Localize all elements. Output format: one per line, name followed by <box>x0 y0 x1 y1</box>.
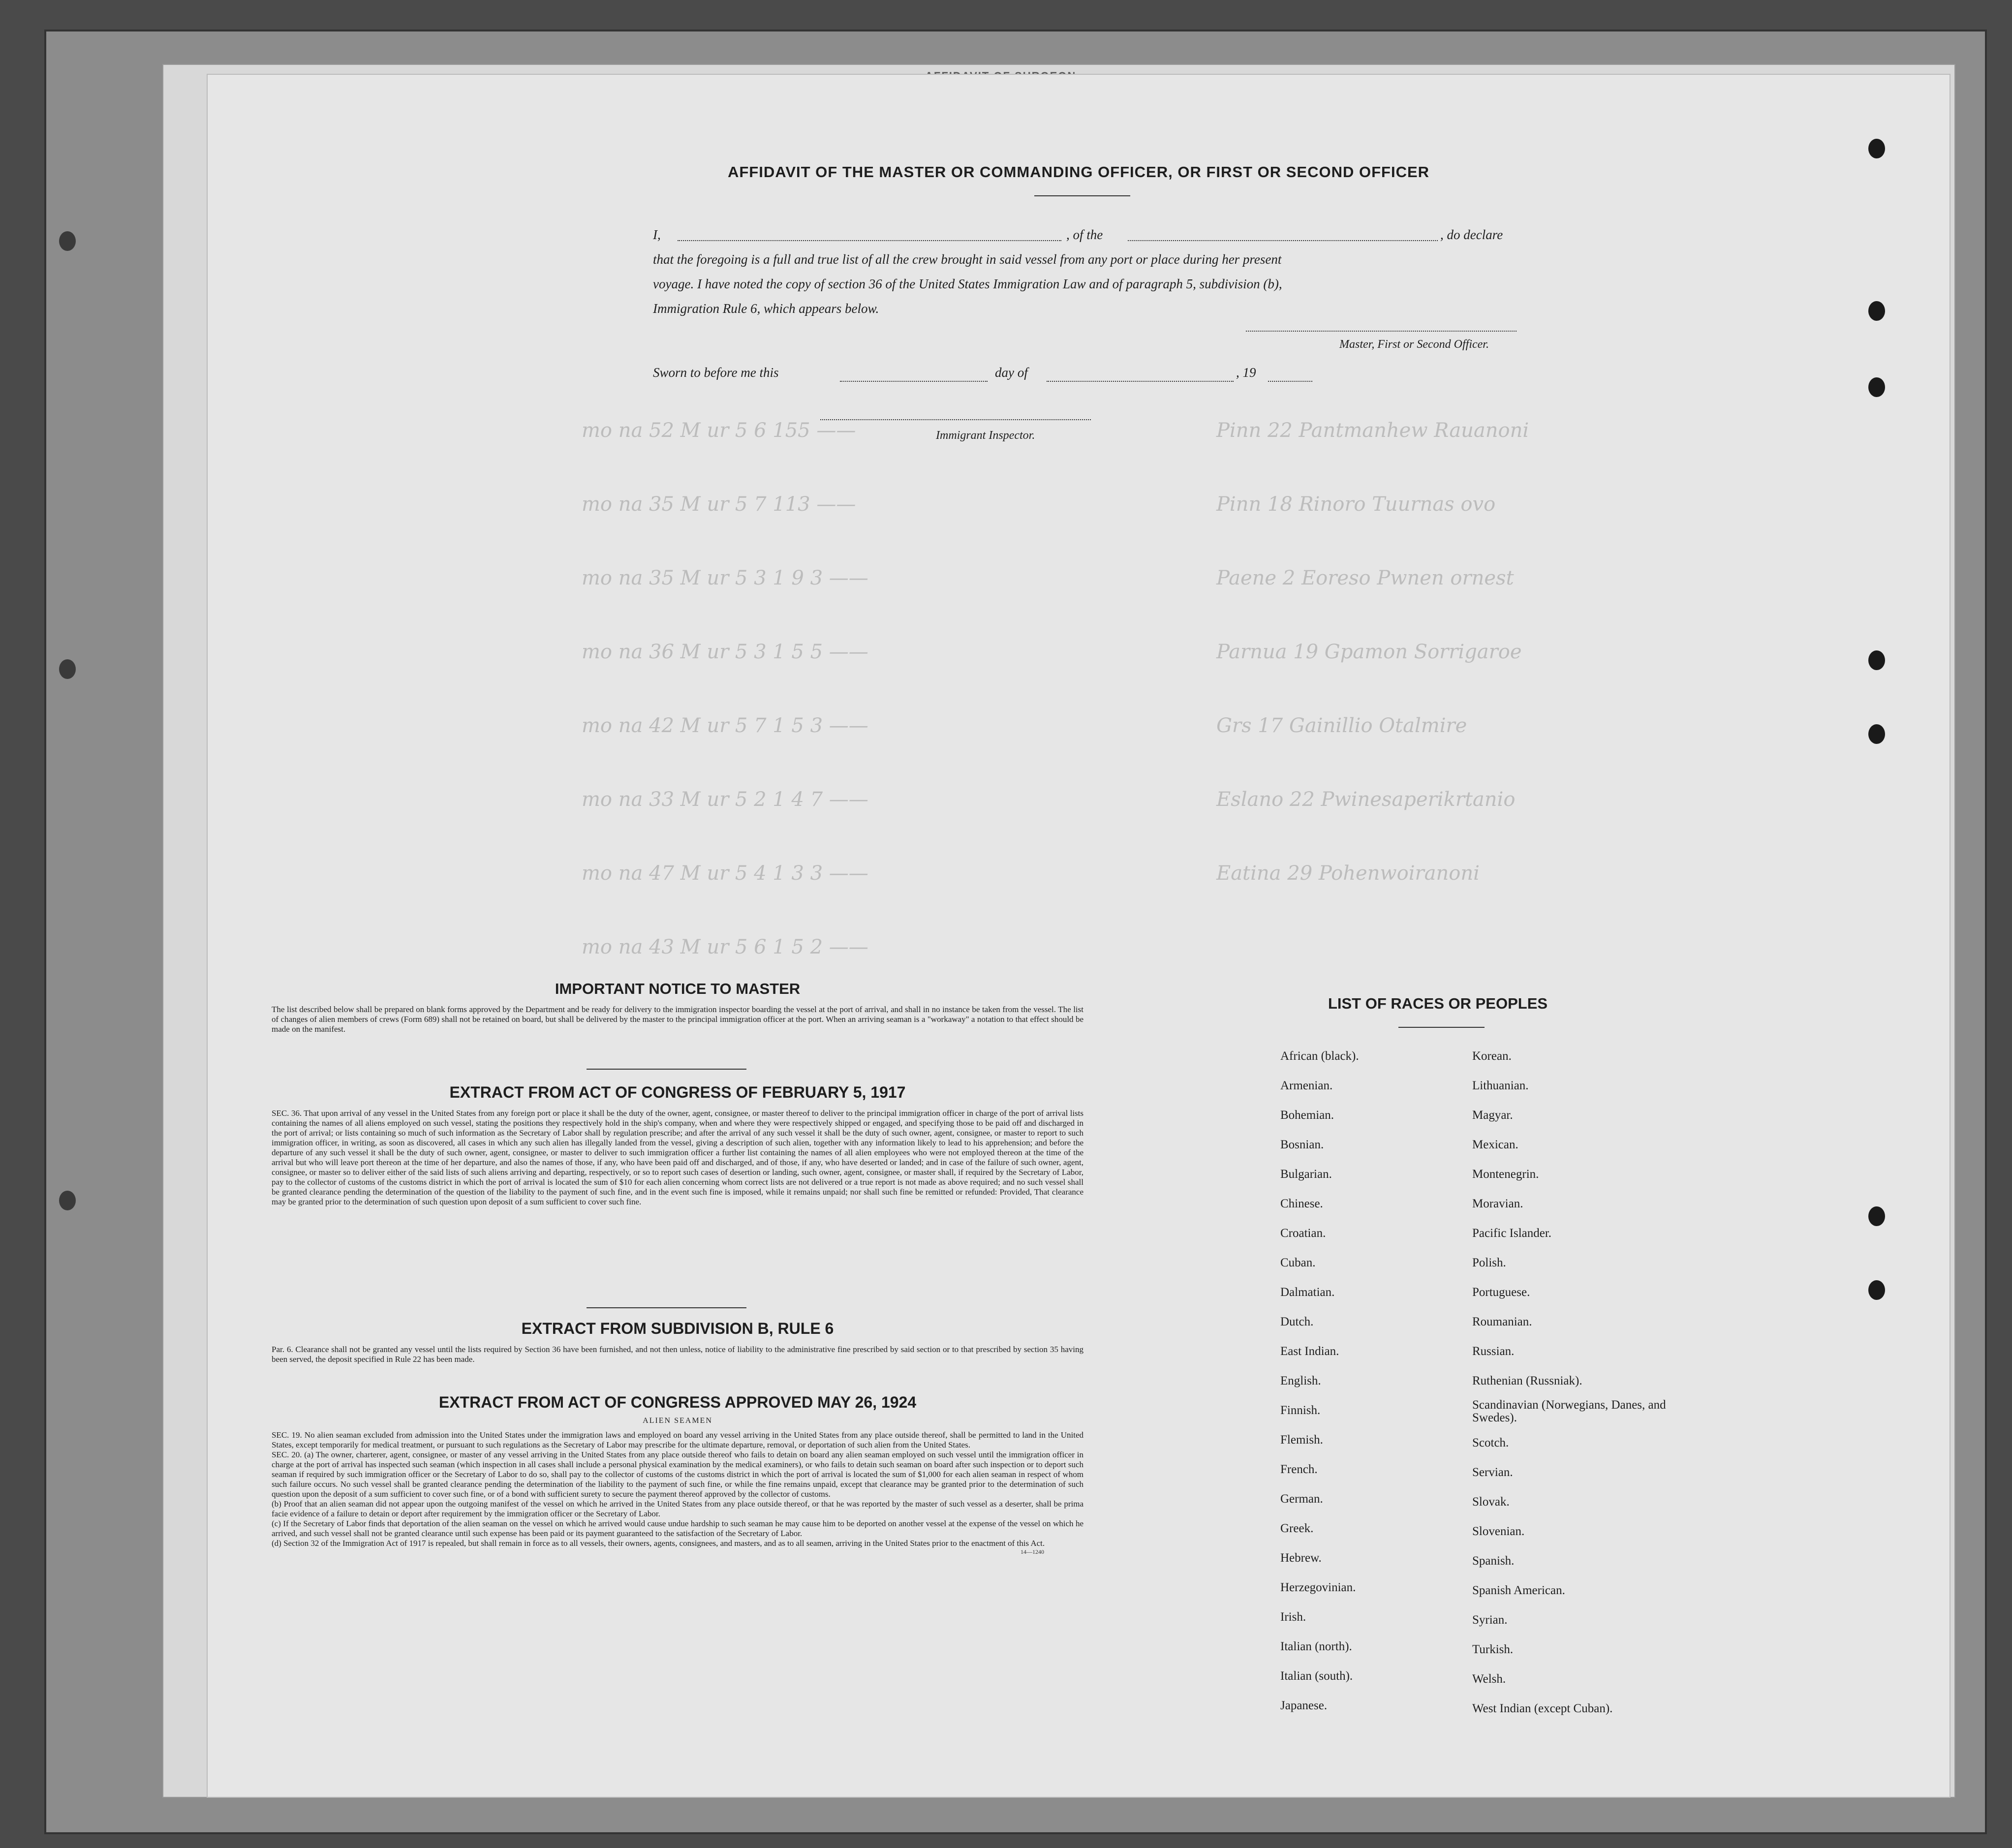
race-item: English. <box>1280 1374 1321 1387</box>
race-item: German. <box>1280 1492 1323 1506</box>
race-item: Magyar. <box>1472 1109 1513 1122</box>
race-item: Syrian. <box>1472 1613 1508 1627</box>
race-item: Dutch. <box>1280 1315 1314 1328</box>
inspector-signature-field[interactable] <box>820 419 1091 420</box>
race-item: Herzegovinian. <box>1280 1581 1356 1594</box>
vessel-name-field[interactable] <box>1128 222 1438 241</box>
races-left-column <box>1280 1042 1477 1721</box>
extract-1924-sec20b: (b) Proof that an alien seaman did not appear upon the outgoing manifest of the vessel on which he arrived in the United States from any place outside thereof, or that he was reported by the master of such vessel as a deserter, shall be prima facie evidence of a failure to detain or deport after requirement by the immigration officer or the Secretary of Labor. <box>272 1499 1083 1518</box>
race-item: Flemish. <box>1280 1433 1323 1447</box>
punch-hole <box>1868 724 1885 744</box>
race-item: Lithuanian. <box>1472 1079 1529 1092</box>
binder-hole <box>59 659 76 679</box>
of-the-label: , of the <box>1066 227 1103 242</box>
extract-1924 <box>272 1393 1083 1556</box>
sworn-year-field[interactable] <box>1268 365 1312 382</box>
title-rule <box>1034 195 1130 196</box>
i-label: I, <box>653 227 661 242</box>
binder-hole <box>59 1191 76 1210</box>
race-item: Finnish. <box>1280 1404 1321 1417</box>
race-item: East Indian. <box>1280 1345 1339 1358</box>
race-item: Hebrew. <box>1280 1551 1322 1565</box>
affidavit-title: AFFIDAVIT OF THE MASTER OR COMMANDING OFFICER, OR FIRST OR SECOND OFFICER <box>727 163 1430 181</box>
sworn-label: Sworn to before me this <box>653 365 779 380</box>
declaration-block <box>653 222 1657 321</box>
master-signature-label: Master, First or Second Officer. <box>1339 338 1489 351</box>
declaration-line-3: voyage. I have noted the copy of section 36 of the United States Immigration Law and of paragraph 5, subdivision (b), <box>653 277 1282 291</box>
master-signature-field[interactable] <box>1246 331 1517 332</box>
extract-1924-sec20a: SEC. 20. (a) The owner, charterer, agent, consignee, or master of any vessel arriving in the United States from any place outside thereof who fails to detain on board any alien seaman employed on such vessel until the immigration officer in charge at the port of arrival has inspected such seaman (which inspection in all cases shall include a personal physical examination by the medical examiners), or who fails to detain such seaman on board after such inspection or to deport such seaman if required by such immigration officer or the Secretary of Labor to do so, shall pay to the collector of customs of the customs district in which the port of arrival is located the sum of $1,000 for each alien seaman in respect of whom such failure occurs. No such vessel shall be granted clearance pending the determination of the liability to the payment of such fine, or while the fine remains unpaid, except that clearance may be granted prior to the determination of such question upon the deposit of a sum sufficient to cover such fine, or of a bond with sufficient surety to secure the payment thereof approved by the collector of customs. <box>272 1450 1083 1499</box>
section-rule <box>587 1307 746 1308</box>
race-item: West Indian (except Cuban). <box>1472 1702 1613 1715</box>
extract-rule6-title: EXTRACT FROM SUBDIVISION B, RULE 6 <box>521 1320 834 1337</box>
punch-hole <box>1868 301 1885 321</box>
race-item: African (black). <box>1280 1049 1359 1063</box>
extract-1924-title: EXTRACT FROM ACT OF CONGRESS APPROVED MAY 26, 1924 <box>438 1393 917 1411</box>
race-item: Irish. <box>1280 1610 1306 1624</box>
extract-1924-subtitle: ALIEN SEAMEN <box>643 1417 712 1425</box>
races-right-column <box>1472 1042 1699 1724</box>
race-item: Japanese. <box>1280 1699 1328 1712</box>
race-item: Welsh. <box>1472 1672 1506 1686</box>
race-item: Polish. <box>1472 1256 1506 1269</box>
races-rule <box>1398 1027 1485 1028</box>
important-notice <box>272 980 1083 1034</box>
punch-hole <box>1868 650 1885 670</box>
extract-1924-sec19: SEC. 19. No alien seaman excluded from admission into the United States under the immigration laws and employed on board any vessel arriving in the United States from any place outside thereof, shall be permitted to land in the United States, except temporarily for medical treatment, or pursuant to such regulations as the Secretary of Labor may prescribe for the ultimate departure, removal, or deportation of such alien from the United States. <box>272 1430 1083 1449</box>
race-item: Croatian. <box>1280 1227 1326 1240</box>
race-item: Chinese. <box>1280 1197 1323 1210</box>
extract-1917-text: SEC. 36. That upon arrival of any vessel in the United States from any foreign port or place it shall be the duty of the owner, agent, consignee, or master thereof to deliver to the principal immigration officer in charge of the port of arrival lists containing the names of all aliens employed on such vessel, stating the positions they respectively hold in the ship's company, when and where they were respectively shipped or engaged, and specifying those to be paid off and discharged in the port of arrival; or lists containing so much of such information as the Secretary of Labor shall by regulation prescribe; and after the arrival of any such vessel it shall be the duty of such owner, agent, consignee, or master to report to such immigration officer, in writing, as soon as discovered, all cases in which any such alien has illegally landed from the vessel, giving a description of such alien, together with any information likely to lead to his apprehension; and before the departure of any such vessel it shall be the duty of such owner, agent, consignee, or master to deliver to such immigration officer a further list containing the names of all alien employees who were not employed thereon at the time of the arrival but who will leave port thereon at the time of her departure, and also the names of those, if any, who have been paid off and discharged, and of those, if any, who have deserted or landed; and in case of the failure of such owner, agent, consignee, or master so to deliver either of the said lists of such aliens arriving and departing, respectively, or so to report such cases of desertion or landing, such owner, agent, consignee, or master shall, if required by the Secretary of Labor, pay to the collector of customs of the customs district in which the port of arrival is located the sum of $10 for each alien concerning whom correct lists are not delivered or a true report is not made as above required; and no such vessel shall be granted clearance pending the determination of the question of the liability to the payment of such fine, and in the event such fine is imposed, while it remains unpaid; nor shall such fine be remitted or refunded: Provided, That clearance may be granted prior to the determination of such question upon deposit of a sum sufficient to cover such fine. <box>272 1109 1083 1206</box>
declaration-line-4: Immigration Rule 6, which appears below. <box>653 301 879 316</box>
race-item: Roumanian. <box>1472 1315 1532 1328</box>
form-number: 14—1240 <box>1021 1548 1044 1555</box>
extract-1917-title: EXTRACT FROM ACT OF CONGRESS OF FEBRUARY 5, 1917 <box>449 1083 906 1101</box>
manifest-page: mo na 52 M ur 5 6 155 —— mo na 35 M ur 5 7 113 —— mo na 35 M ur 5 3 1 9 3 —— mo na 36 M ur 5 3 1 5 5 —— mo na 42 M ur 5 7 1 5 3 —— mo na 33 M ur 5 2 1 4 7 —— mo na 47 M ur 5 4 1 3 3 —— mo na 43 M ur 5 6 1 5 2 —— Pinn 22 Pantmanhew Rauanoni Pinn 18 Rinoro Tuurnas ovo Paene 2 Eoreso Pwnen ornest Parnua 19 Gpamon Sorrigaroe Grs 17 Gainillio Otalmire Eslano 22 Pwinesaperikrtanio Eatina 29 Pohenwoiranoni AFFIDAVIT OF THE MASTER OR COMMANDING OFFICER, OR FIRST OR SECOND OFFICER I, , of the , do declare that the foregoing is a full and true list of all the crew brought in said vessel from any port or place during her present voyage. I have noted the copy of section 36 of the United States Immigration Law and of paragraph 5, subdivision (b), Immigration Rule 6, which appears below. Master, First or Second Officer. Sworn to before me this day of , 19 Immigrant Inspector. IMPORTANT NOTICE TO MASTER The list described below shall be prepared on blank forms approved by the Department and be ready for delivery to the immigration inspector boarding the vessel at the port of arrival, and shall in no instance be taken from the vessel. The list of changes of alien members of crews (Form 689) shall not be retained on board, but shall be delivered by the master to the principal immigration officer at the port. When an arriving seaman is a "workaway" a notation to that effect should be made on the manifest. EXTRACT FROM ACT OF CONGRESS OF FEBRUARY 5, 1917 SEC. 36. That upon arrival of any vessel in the United States from any foreign port or place it shall be the duty of the owner, agent, consignee, or master thereof to deliver to the principal immigration officer in charge of the port of arrival lists containing the names of all aliens employed on such vessel, stating the positions they respectively hold in the ship's company, when and where they were respectively shipped or engaged, and specifying those to be paid off and discharged in the port of arrival; or lists containing so much of such information as the Secretary of Labor shall by regulation prescribe; and after the arrival of any such vessel it shall be the duty of such owner, agent, consignee, or master to report to such immigration officer, in writing, as soon as discovered, all cases in which any such alien has illegally landed from the vessel, giving a description of such alien, together with any information likely to lead to his apprehension; and before the departure of any such vessel it shall be the duty of such owner, agent, consignee, or master to deliver to such immigration officer a further list containing the names of all alien employees who were not employed thereon at the time of the arrival but who will leave port thereon at the time of her departure, and also the names of those, if any, who have been paid off and discharged, and of those, if any, who have deserted or landed; and in case of the failure of such owner, agent, consignee, or master so to deliver either of the said lists of such aliens arriving and departing, respectively, or so to report such cases of desertion or landing, such owner, agent, consignee, or master shall, if required by the Secretary of Labor, pay to the collector of customs of the customs district in which the port of arrival is located the sum of $10 for each alien concerning whom correct lists are not delivered or a true report is not made as above required; and no such vessel shall be granted clearance pending the determination of the question of the liability to the payment of such fine, and in the event such fine is imposed, while it remains unpaid; nor shall such fine be remitted or refunded: Provided, That clearance may be granted prior to the determination of such question upon deposit of a sum sufficient to cover such fine. EXTRACT FROM SUBDIVISION B, RULE 6 Par. 6. Clearance shall not be granted any vessel until the lists required by Section 36 have been furnished, and not then unless, notice of liability to the administrative fine prescribed by said section or to that prescribed by section 35 having been served, the deposit specified in Rule 22 has been made. EXTRACT FROM ACT OF CONGRESS APPROVED MAY 26, 1924 ALIEN SEAMEN SEC. 19. No alien seaman excluded from admission into the United States under the immigration laws and employed on board any vessel arriving in the United States from any place outside thereof, shall be permitted to land in the United States, except temporarily for medical treatment, or pursuant to such regulations as the Secretary of Labor may prescribe for the ultimate departure, removal, or deportation of such alien from the United States. SEC. 20. (a) The owner, charterer, agent, consignee, or master of any vessel arriving in the United States from any place outside thereof who fails to detain on board any alien seaman employed on such vessel until the immigration officer in charge at the port of arrival has inspected such seaman (which inspection in all cases shall include a personal physical examination by the medical examiners), or who fails to detain such seaman on board after such inspection or to deport such seaman if required by such immigration officer or the Secretary of Labor to do so, shall pay to the collector of customs of the customs district in which the port of arrival is located the sum of $1,000 for each alien seaman in respect of whom such failure occurs. No such vessel shall be granted clearance pending the determination of the liability to the payment of such fine, or while the fine remains unpaid, except that clearance may be granted prior to the determination of such question upon the deposit of a sum sufficient to cover such fine, or of a bond with sufficient surety to secure the payment thereof approved by the collector of customs. (b) Proof that an alien seaman did not appear upon the outgoing manifest of the vessel on which he arrived in the United States from any place outside thereof, or that he was reported by the master of such vessel as a deserter, shall be prima facie evidence of a failure to detain or deport after requirement by the immigration officer or the Secretary of Labor. (c) If the Secretary of Labor finds that deportation of the alien seaman on the vessel on which he arrived would cause undue hardship to such seaman he may cause him to be deported on another vessel at the expense of the vessel on which he arrived, and such vessel shall not be granted clearance until such expense has been paid or its payment guaranteed to the satisfaction of the Secretary of Labor. (d) Section 32 of the Immigration Act of 1917 is repealed, but shall remain in force as to all vessels, their owners, agents, consignees, and masters, and as to all seamen, arriving in the United States prior to the enactment of this Act. 14—1240 LIST OF RACES OR PEOPLES African (black). Armenian. Bohemian. Bosnian. Bulgarian. Chinese. Croatian. Cuban. Dalmatian. Dutch. East Indian. English. Finnish. Flemish. French. German. Greek. Hebrew. Herzegovinian. Irish. Italian (north). Italian (south). Japanese. Korean. Lithuanian. Magyar. Mexican. Montenegrin. Moravian. Pacific Islander. Polish. Portuguese. Roumanian. Russian. Ruthenian (Russniak). Scandinavian (Norwegians, Danes, and Swedes). Scotch. Servian. Slovak. Slovenian. Spanish. Spanish American. Syrian. Turkish. Welsh. West Indian (except Cuban). <box>207 74 1950 1798</box>
race-item: Slovenian. <box>1472 1525 1525 1538</box>
race-item: Ruthenian (Russniak). <box>1472 1374 1582 1387</box>
inspector-label: Immigrant Inspector. <box>936 429 1035 442</box>
sworn-month-field[interactable] <box>1047 365 1234 382</box>
race-item: Spanish. <box>1472 1554 1515 1568</box>
race-item: Spanish American. <box>1472 1584 1565 1597</box>
do-declare-label: , do declare <box>1440 227 1503 242</box>
race-item: Italian (north). <box>1280 1640 1352 1653</box>
extract-1924-sec20c: (c) If the Secretary of Labor finds that deportation of the alien seaman on the vessel on which he arrived would cause undue hardship to such seaman he may cause him to be deported on another vessel at the expense of the vessel on which he arrived, and such vessel shall not be granted clearance until such expense has been paid or its payment guaranteed to the satisfaction of the Secretary of Labor. <box>272 1519 1083 1538</box>
punch-hole <box>1868 139 1885 158</box>
race-item: Servian. <box>1472 1466 1513 1479</box>
race-item: Scandinavian (Norwegians, Danes, and Swedes). <box>1472 1398 1666 1424</box>
punch-hole <box>1868 1280 1885 1300</box>
race-item: Moravian. <box>1472 1197 1523 1210</box>
race-item: Slovak. <box>1472 1495 1510 1509</box>
sworn-line <box>653 365 1539 390</box>
extract-1924-sec20d: (d) Section 32 of the Immigration Act of 1917 is repealed, but shall remain in force as to all vessels, their owners, agents, consignees, and masters, and as to all seamen, arriving in the United States prior to the enactment of this Act. <box>272 1539 1045 1548</box>
race-item: Montenegrin. <box>1472 1168 1539 1181</box>
extract-rule6-text: Par. 6. Clearance shall not be granted any vessel until the lists required by Section 36 have been furnished, and not then unless, notice of liability to the administrative fine prescribed by said section or to that prescribed by section 35 having been served, the deposit specified in Rule 22 has been made. <box>272 1345 1083 1364</box>
day-of-label: day of <box>995 365 1028 380</box>
extract-rule6 <box>272 1320 1083 1364</box>
race-item: Pacific Islander. <box>1472 1227 1552 1240</box>
race-item: Dalmatian. <box>1280 1286 1335 1299</box>
officer-name-field[interactable] <box>678 222 1061 241</box>
race-item: Italian (south). <box>1280 1669 1353 1683</box>
race-item: Portuguese. <box>1472 1286 1530 1299</box>
race-item: Bohemian. <box>1280 1109 1334 1122</box>
race-item: Bulgarian. <box>1280 1168 1332 1181</box>
notice-text: The list described below shall be prepared on blank forms approved by the Department and be ready for delivery to the immigration inspector boarding the vessel at the port of arrival, and shall in no instance be taken from the vessel. The list of changes of alien members of crews (Form 689) shall not be retained on board, but shall be delivered by the master to the principal immigration officer at the port. When an arriving seaman is a "workaway" a notation to that effect should be made on the manifest. <box>272 1005 1083 1034</box>
race-item: Cuban. <box>1280 1256 1316 1269</box>
binder-hole <box>59 231 76 251</box>
extract-1917 <box>272 1083 1083 1207</box>
race-item: Turkish. <box>1472 1643 1514 1656</box>
race-item: Russian. <box>1472 1345 1515 1358</box>
notice-title: IMPORTANT NOTICE TO MASTER <box>555 980 801 997</box>
declaration-line-2: that the foregoing is a full and true list of all the crew brought in said vessel from any port or place during her present <box>653 252 1282 267</box>
race-item: Mexican. <box>1472 1138 1518 1151</box>
year-label: , 19 <box>1236 365 1256 380</box>
race-item: Scotch. <box>1472 1436 1509 1449</box>
race-item: Bosnian. <box>1280 1138 1324 1151</box>
section-rule <box>587 1069 746 1070</box>
race-item: Korean. <box>1472 1049 1512 1063</box>
punch-hole <box>1868 1206 1885 1226</box>
race-item: French. <box>1280 1463 1318 1476</box>
punch-hole <box>1868 377 1885 397</box>
races-title: LIST OF RACES OR PEOPLES <box>1328 995 1548 1012</box>
race-item: Greek. <box>1280 1522 1314 1535</box>
sworn-day-field[interactable] <box>840 365 988 382</box>
race-item: Armenian. <box>1280 1079 1333 1092</box>
